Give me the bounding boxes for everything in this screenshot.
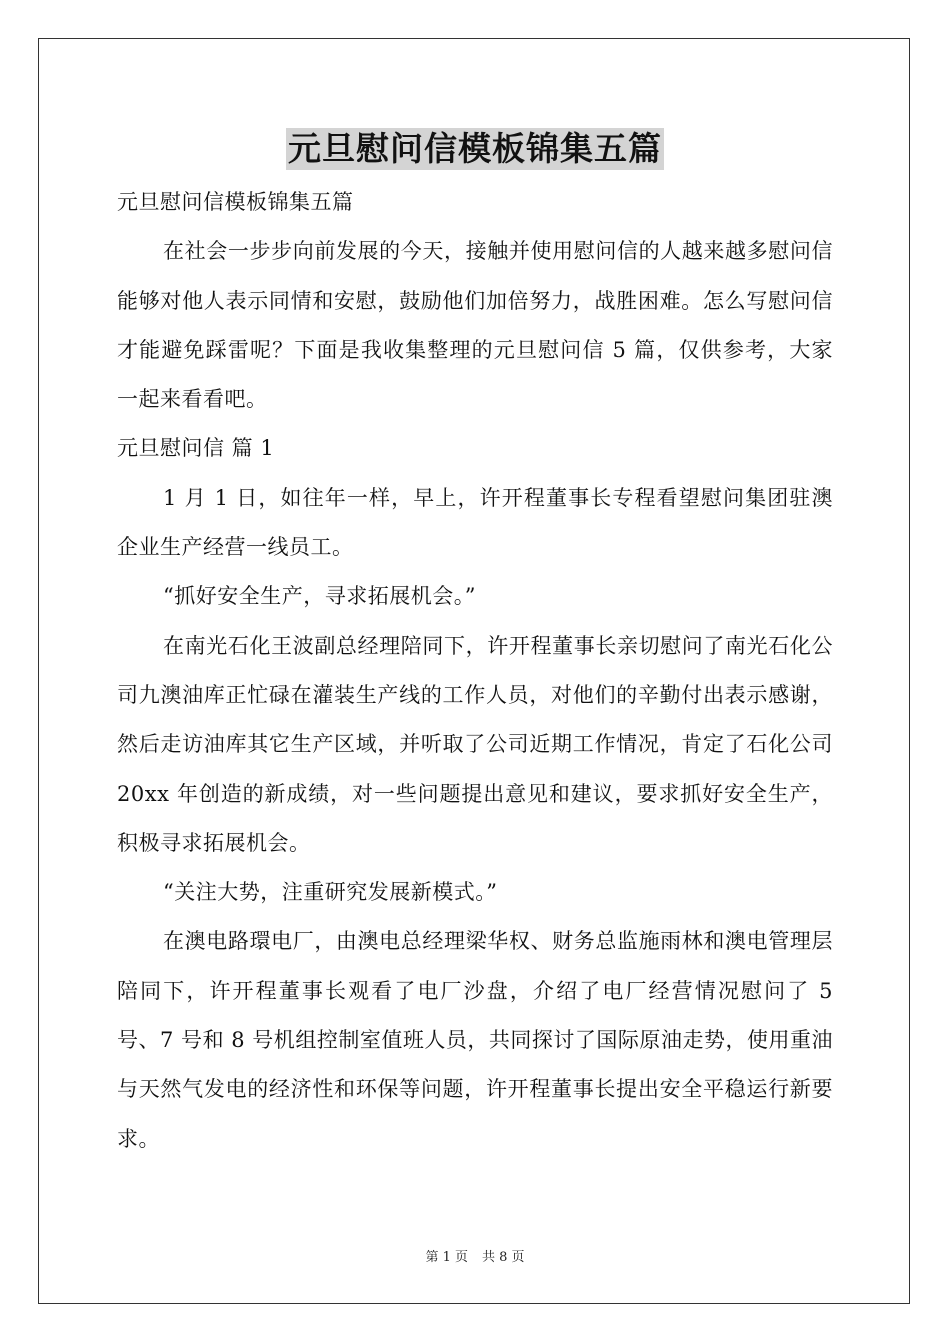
page-footer — [0, 1246, 950, 1265]
quote-paragraph: “关注大势，注重研究发展新模式。” — [163, 880, 498, 905]
title-block — [0, 128, 950, 170]
body-paragraph: 在南光石化王波副总经理陪同下，许开程董事长亲切慰问了南光石化公司九澳油库正忙碌在灌装生产线的工作人员，对他们的辛勤付出表示感谢，然后走访油库其它生产区域，并听取了公司近期工作情况，肯定了石化公司 20xx 年创造的新成绩，对一些问题提出意见和建议，要求抓好安全生产，积极寻求拓展机会。 — [117, 633, 833, 855]
page-number: 第 1 页 — [425, 1250, 468, 1265]
body-paragraph: 在社会一步步向前发展的今天，接触并使用慰问信的人越来越多慰问信能够对他人表示同情和安慰，鼓励他们加倍努力，战胜困难。怎么写慰问信才能避免踩雷呢？下面是我收集整理的元旦慰问信 5 篇，仅供参考，大家一起来看看吧。 — [117, 239, 833, 412]
body-paragraph: 元旦慰问信模板锦集五篇 — [117, 190, 354, 214]
page-total: 共 8 页 — [482, 1250, 525, 1265]
body-paragraph: 1 月 1 日，如往年一样，早上，许开程董事长专程看望慰问集团驻澳企业生产经营一线员工。 — [117, 485, 833, 560]
quote-paragraph: “抓好安全生产，寻求拓展机会。” — [163, 584, 476, 609]
body-paragraph: 在澳电路環电厂，由澳电总经理梁华权、财务总监施雨林和澳电管理层陪同下，许开程董事长观看了电厂沙盘，介绍了电厂经营情况慰问了 5 号、7 号和 8 号机组控制室值班人员，共同探讨了国际原油走势，使用重油与天然气发电的经济性和环保等问题，许开程董事长提出安全平稳运行新要求。 — [117, 929, 833, 1151]
document-title: 元旦慰问信模板锦集五篇 — [288, 129, 662, 168]
section-heading: 元旦慰问信 篇 1 — [117, 436, 275, 461]
document-body — [117, 178, 833, 1164]
